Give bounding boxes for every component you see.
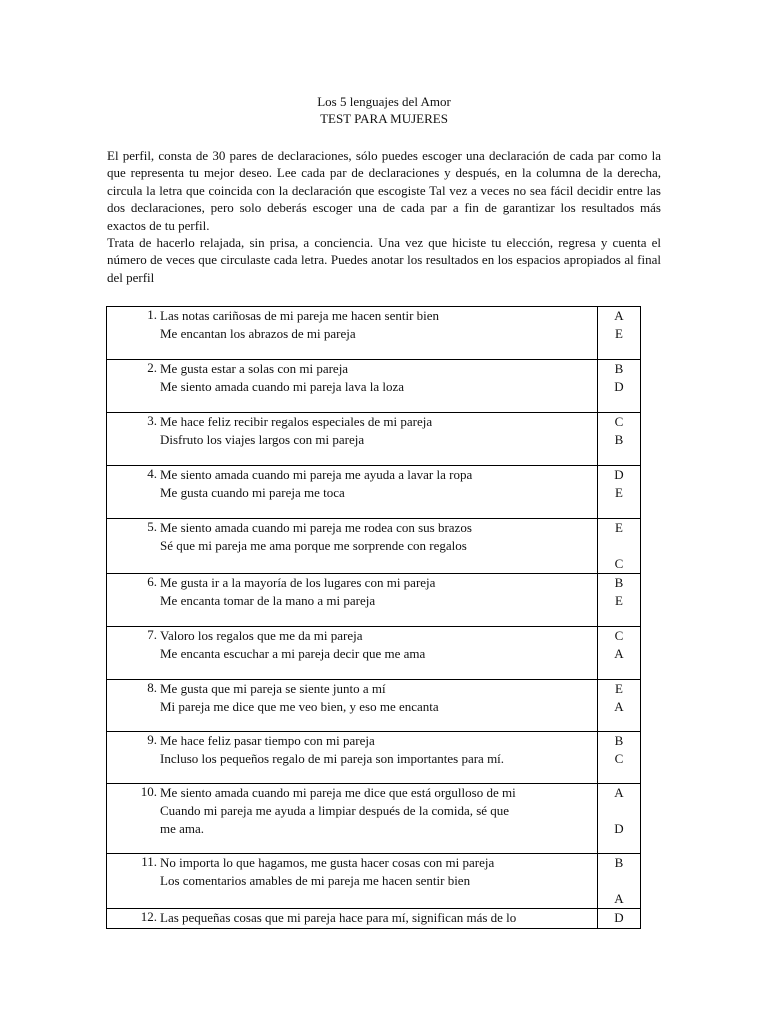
statement-line: Me encanta tomar de la mano a mi pareja: [160, 593, 376, 608]
answer-letters-cell: [598, 413, 641, 466]
answer-letter[interactable]: B: [614, 361, 624, 376]
answer-letter[interactable]: E: [615, 520, 623, 535]
question-number: 4.: [147, 466, 157, 481]
question-number: 2.: [147, 360, 157, 375]
question-number: 7.: [147, 627, 157, 642]
question-cell: [107, 680, 598, 732]
answer-letter[interactable]: E: [615, 593, 623, 608]
answer-letters-cell: [598, 909, 641, 929]
question-number: 1.: [147, 307, 157, 322]
answer-letters-cell: [598, 360, 641, 413]
instructions-paragraph-2: Trata de hacerlo relajada, sin prisa, a conciencia. Una vez que hiciste tu elección, regresa y cuenta el número de veces que circulaste cada letra. Puedes anotar los resultados en los espacios apropiados al final del perfil: [107, 235, 661, 285]
answer-letter[interactable]: B: [614, 575, 624, 590]
statement-line: Me encantan los abrazos de mi pareja: [160, 326, 356, 341]
statement-line: Las pequeñas cosas que mi pareja hace para mí, significan más de lo: [160, 910, 517, 925]
statement-line: Me gusta estar a solas con mi pareja: [160, 361, 349, 376]
statement-line: Mi pareja me dice que me veo bien, y eso me encanta: [160, 699, 439, 714]
answer-letters-cell: [598, 307, 641, 360]
question-number: 11.: [141, 854, 157, 869]
question-cell: [107, 909, 598, 929]
answer-letter[interactable]: E: [615, 681, 623, 696]
statement-line: Sé que mi pareja me ama porque me sorprende con regalos: [160, 538, 467, 553]
statement-line: Me encanta escuchar a mi pareja decir que me ama: [160, 646, 426, 661]
statement-line: Me siento amada cuando mi pareja me ayuda a lavar la ropa: [160, 467, 473, 482]
answer-letter[interactable]: E: [615, 485, 623, 500]
question-row: [107, 574, 641, 627]
statement-line: Las notas cariñosas de mi pareja me hacen sentir bien: [160, 308, 440, 323]
question-cell: [107, 519, 598, 574]
statement-line: Me siento amada cuando mi pareja me dice que está orgulloso de mi: [160, 785, 516, 800]
question-row: [107, 854, 641, 909]
question-row: [107, 627, 641, 680]
question-cell: [107, 360, 598, 413]
question-number: 3.: [147, 413, 157, 428]
answer-letters-cell: [598, 574, 641, 627]
question-row: [107, 909, 641, 929]
statement-line: Incluso los pequeños regalo de mi pareja son importantes para mí.: [160, 751, 505, 766]
instructions-paragraph-1: El perfil, consta de 30 pares de declaraciones, sólo puedes escoger una declaración de cada par como la que representa tu mejor deseo. Lee cada par de declaraciones y después, en la columna de la derecha, circula la letra que coincida con la declaración que escogiste Tal vez a veces no sea fácil decidir entre las dos declaraciones, pero solo deberás escoger una de cada par a fin de garantizar los resultados más exactos de tu perfil.: [107, 148, 661, 233]
answer-letters-cell: [598, 466, 641, 519]
answer-letter[interactable]: A: [614, 785, 624, 800]
answer-letter[interactable]: C: [614, 628, 624, 643]
statement-line: Los comentarios amables de mi pareja me hacen sentir bien: [160, 873, 471, 888]
statement-line: Me gusta cuando mi pareja me toca: [160, 485, 345, 500]
statement-line: Me hace feliz recibir regalos especiales de mi pareja: [160, 414, 433, 429]
question-row: [107, 466, 641, 519]
statement-line: Disfruto los viajes largos con mi pareja: [160, 432, 365, 447]
statement-line: Me gusta que mi pareja se siente junto a mí: [160, 681, 386, 696]
answer-letters-cell: [598, 680, 641, 732]
question-number: 5.: [147, 519, 157, 534]
statement-line: Valoro los regalos que me da mi pareja: [160, 628, 363, 643]
answer-letter[interactable]: D: [614, 821, 624, 836]
question-row: [107, 732, 641, 784]
answer-letters-cell: [598, 732, 641, 784]
answer-spacer: [598, 537, 640, 555]
question-row: [107, 519, 641, 574]
question-cell: [107, 574, 598, 627]
answer-letters-cell: [598, 519, 641, 574]
title-line-1: Los 5 lenguajes del Amor: [317, 94, 451, 109]
statement-line: Me hace feliz pasar tiempo con mi pareja: [160, 733, 375, 748]
question-row: [107, 784, 641, 854]
questionnaire-body: [107, 307, 641, 929]
statement-line: Me siento amada cuando mi pareja lava la loza: [160, 379, 405, 394]
question-cell: [107, 413, 598, 466]
answer-letter[interactable]: A: [614, 308, 624, 323]
document-title: [0, 93, 768, 127]
statement-line: Me gusta ir a la mayoría de los lugares con mi pareja: [160, 575, 436, 590]
answer-letters-cell: [598, 854, 641, 909]
statement-line: No importa lo que hagamos, me gusta hacer cosas con mi pareja: [160, 855, 495, 870]
answer-letter[interactable]: D: [614, 467, 624, 482]
answer-letter[interactable]: C: [614, 556, 624, 571]
questionnaire-table: [106, 306, 641, 929]
title-line-2: TEST PARA MUJERES: [320, 111, 448, 126]
statement-line: me ama.: [160, 821, 205, 836]
answer-letter[interactable]: B: [614, 855, 624, 870]
answer-letter[interactable]: A: [614, 699, 624, 714]
question-row: [107, 413, 641, 466]
question-number: 9.: [147, 732, 157, 747]
answer-letter[interactable]: B: [614, 733, 624, 748]
question-number: 6.: [147, 574, 157, 589]
instructions: [107, 147, 661, 286]
answer-letters-cell: [598, 627, 641, 680]
answer-letter[interactable]: C: [614, 751, 624, 766]
question-cell: [107, 784, 598, 854]
question-cell: [107, 307, 598, 360]
question-number: 10.: [140, 784, 157, 799]
question-row: [107, 360, 641, 413]
statement-line: Me siento amada cuando mi pareja me rodea con sus brazos: [160, 520, 472, 535]
question-number: 8.: [147, 680, 157, 695]
answer-spacer: [598, 802, 640, 820]
answer-letter[interactable]: B: [614, 432, 624, 447]
question-number: 12.: [140, 909, 157, 924]
answer-letter[interactable]: A: [614, 891, 624, 906]
question-row: [107, 680, 641, 732]
answer-spacer: [598, 872, 640, 890]
question-cell: [107, 466, 598, 519]
answer-letters-cell: [598, 784, 641, 854]
answer-letter[interactable]: A: [614, 646, 624, 661]
answer-letter[interactable]: D: [614, 379, 624, 394]
question-cell: [107, 732, 598, 784]
answer-letter[interactable]: C: [614, 414, 624, 429]
answer-letter[interactable]: E: [615, 326, 623, 341]
statement-line: Cuando mi pareja me ayuda a limpiar después de la comida, sé que: [160, 803, 510, 818]
question-cell: [107, 627, 598, 680]
question-row: [107, 307, 641, 360]
answer-letter[interactable]: D: [614, 910, 624, 925]
question-cell: [107, 854, 598, 909]
